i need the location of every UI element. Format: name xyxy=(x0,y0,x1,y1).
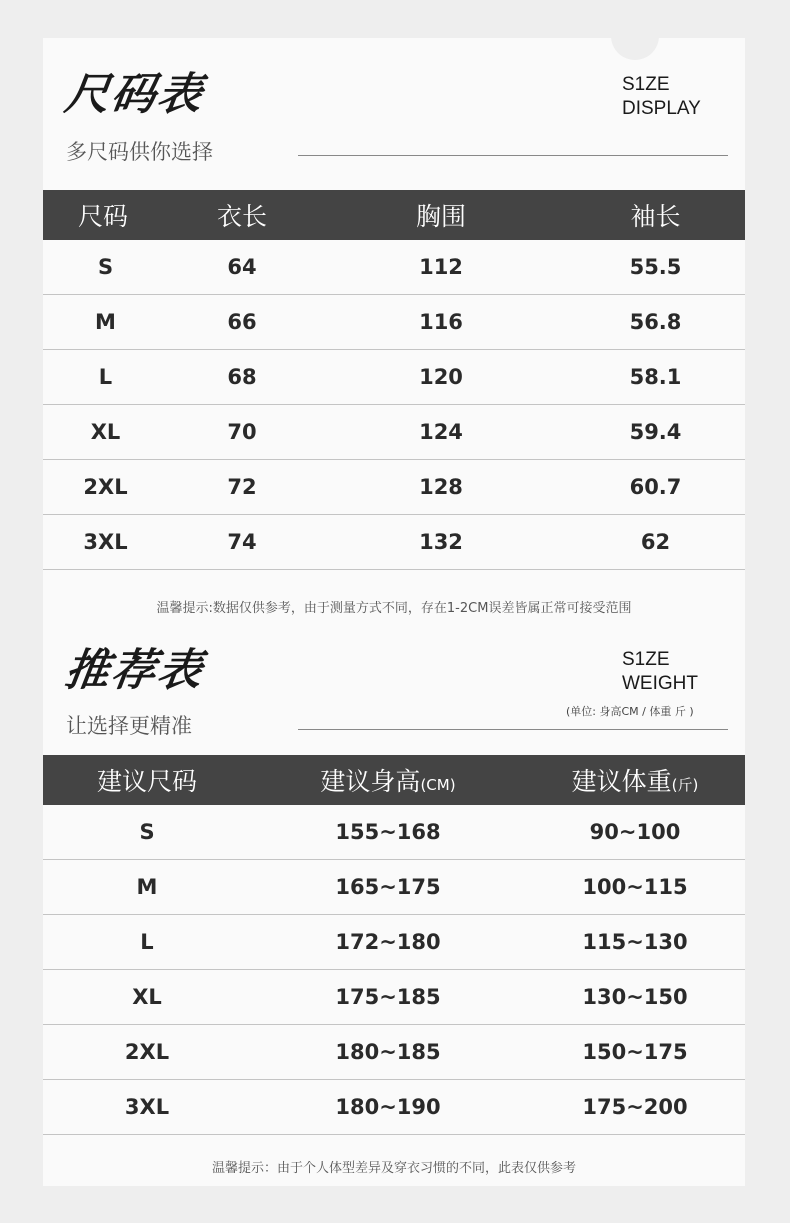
cell-size: XL xyxy=(43,405,168,460)
cell-size: 2XL xyxy=(43,460,168,515)
size-weight-tag-line2: WEIGHT xyxy=(622,673,698,694)
header-recommended-size xyxy=(43,755,251,805)
header-recommended-weight-unit: (斤) xyxy=(671,776,699,794)
cell-sleeve: 56.8 xyxy=(566,295,745,350)
cell-height: 180~185 xyxy=(251,1025,525,1080)
header-length: 衣长 xyxy=(168,190,316,240)
cell-weight: 175~200 xyxy=(525,1080,745,1135)
header-recommended-height-label: 建议身高 xyxy=(320,767,421,796)
table-row xyxy=(43,1080,745,1135)
recommend-table-note: 温馨提示：由于个人体型差异及穿衣习惯的不同，此表仅供参考 xyxy=(211,1161,576,1176)
size-table-title: 尺码表 xyxy=(61,69,207,120)
size-table-note: 温馨提示:数据仅供参考，由于测量方式不同，存在1-2CM误差皆属正常可接受范围 xyxy=(156,601,632,616)
table-row xyxy=(43,295,745,350)
header-size: 尺码 xyxy=(43,190,168,240)
cell-height: 165~175 xyxy=(251,860,525,915)
table-row xyxy=(43,240,745,295)
cell-height: 172~180 xyxy=(251,915,525,970)
table-row xyxy=(43,915,745,970)
divider-line xyxy=(298,729,728,730)
size-table-subtitle: 多尺码供你选择 xyxy=(66,140,213,164)
header-chest: 胸围 xyxy=(316,190,566,240)
cell-weight: 90~100 xyxy=(525,805,745,860)
table-row xyxy=(43,805,745,860)
divider-line xyxy=(298,155,728,156)
cell-chest: 120 xyxy=(316,350,566,405)
cell-chest: 132 xyxy=(316,515,566,570)
cell-weight: 130~150 xyxy=(525,970,745,1025)
cell-sleeve: 59.4 xyxy=(566,405,745,460)
cell-size: 3XL xyxy=(43,515,168,570)
size-display-tag-line2: DISPLAY xyxy=(622,98,701,119)
size-display-tag xyxy=(622,73,701,121)
cell-sleeve: 60.7 xyxy=(566,460,745,515)
cell-chest: 112 xyxy=(316,240,566,295)
cell-sleeve: 55.5 xyxy=(566,240,745,295)
cell-size: M xyxy=(43,860,251,915)
header-sleeve: 袖长 xyxy=(566,190,745,240)
cell-weight: 115~130 xyxy=(525,915,745,970)
header-recommended-weight xyxy=(525,755,745,805)
recommend-table-subtitle: 让选择更精准 xyxy=(66,714,192,738)
cell-sleeve: 62 xyxy=(566,515,745,570)
recommend-table-header-row xyxy=(43,755,745,805)
header-recommended-height-unit: (CM) xyxy=(420,776,456,794)
cell-length: 66 xyxy=(168,295,316,350)
cell-height: 180~190 xyxy=(251,1080,525,1135)
cell-length: 72 xyxy=(168,460,316,515)
table-row xyxy=(43,515,745,570)
recommend-table-title: 推荐表 xyxy=(61,645,207,696)
table-row xyxy=(43,860,745,915)
cell-size: S xyxy=(43,805,251,860)
cell-size: L xyxy=(43,915,251,970)
cell-length: 70 xyxy=(168,405,316,460)
cell-height: 155~168 xyxy=(251,805,525,860)
cell-length: 74 xyxy=(168,515,316,570)
recommend-table xyxy=(43,755,745,1135)
header-recommended-size-label: 建议尺码 xyxy=(96,767,197,796)
size-table xyxy=(43,190,745,570)
cell-size: 2XL xyxy=(43,1025,251,1080)
cell-chest: 124 xyxy=(316,405,566,460)
cell-size: 3XL xyxy=(43,1080,251,1135)
header-recommended-height xyxy=(251,755,525,805)
cell-size: XL xyxy=(43,970,251,1025)
header-recommended-weight-label: 建议体重 xyxy=(571,767,672,796)
table-row xyxy=(43,405,745,460)
cell-length: 64 xyxy=(168,240,316,295)
cell-chest: 116 xyxy=(316,295,566,350)
size-weight-tag-line1: S1ZE xyxy=(622,649,670,670)
size-display-tag-line1: S1ZE xyxy=(622,74,670,95)
cell-size: L xyxy=(43,350,168,405)
cell-size: S xyxy=(43,240,168,295)
table-row xyxy=(43,350,745,405)
table-row xyxy=(43,1025,745,1080)
size-table-header-row xyxy=(43,190,745,240)
unit-note: (单位: 身高CM / 体重 斤 ) xyxy=(566,705,694,718)
cell-length: 68 xyxy=(168,350,316,405)
cell-sleeve: 58.1 xyxy=(566,350,745,405)
size-weight-tag xyxy=(622,648,698,696)
cell-chest: 128 xyxy=(316,460,566,515)
cell-weight: 150~175 xyxy=(525,1025,745,1080)
cell-weight: 100~115 xyxy=(525,860,745,915)
table-row xyxy=(43,970,745,1025)
table-row xyxy=(43,460,745,515)
cell-size: M xyxy=(43,295,168,350)
cell-height: 175~185 xyxy=(251,970,525,1025)
